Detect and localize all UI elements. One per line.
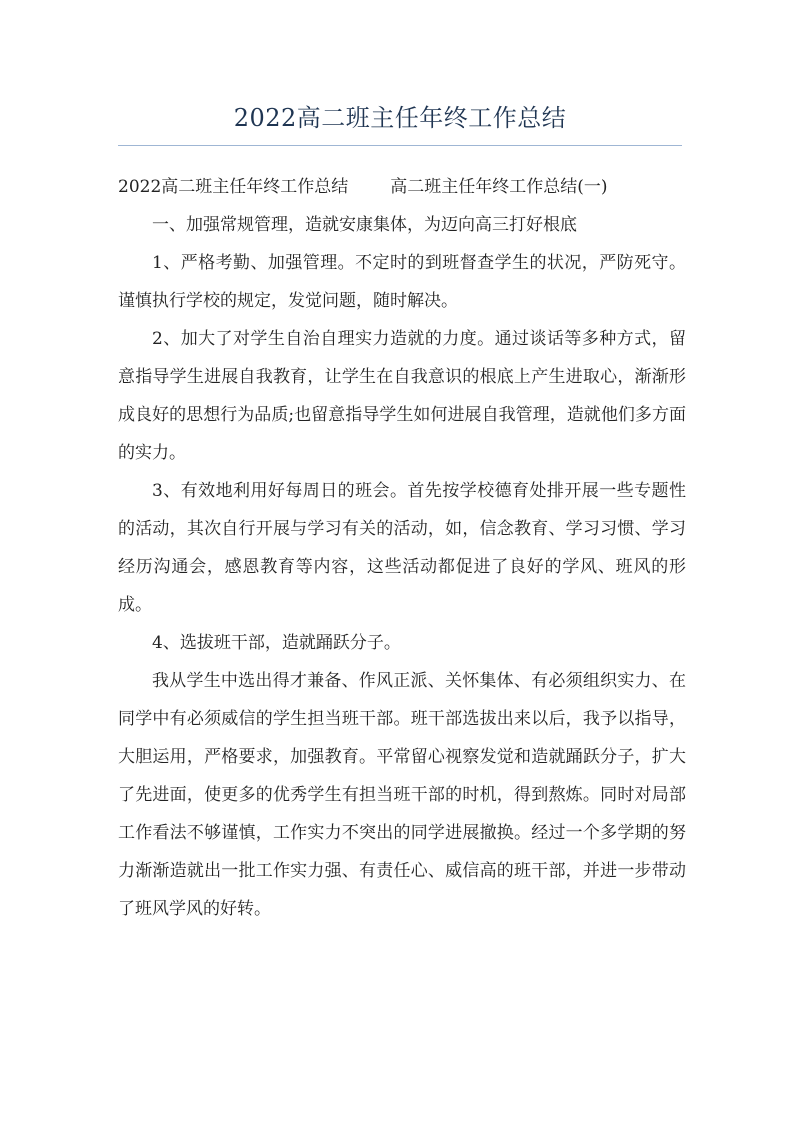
- title-divider: [118, 145, 682, 146]
- intro-line: [118, 168, 686, 206]
- paragraph-item-2: 2、加大了对学生自治自理实力造就的力度。通过谈话等多种方式，留意指导学生进展自我教育，让学生在自我意识的根底上产生进取心，渐渐形成良好的思想行为品质;也留意指导学生如何进展自我管理，造就他们多方面的实力。: [118, 329, 686, 463]
- paragraph-item-3: 3、有效地利用好每周日的班会。首先按学校德育处排开展一些专题性的活动，其次自行开展与学习有关的活动，如，信念教育、学习习惯、学习经历沟通会，感恩教育等内容，这些活动都促进了良好的学风、班风的形成。: [118, 481, 686, 615]
- document-body: [118, 168, 686, 928]
- intro-left-text: 2022高二班主任年终工作总结: [118, 177, 349, 197]
- paragraph-item-4: 4、选拔班干部，造就踊跃分子。: [152, 633, 401, 653]
- intro-right-text: 高二班主任年终工作总结(一): [390, 177, 608, 197]
- paragraph-item-1: 1、严格考勤、加强管理。不定时的到班督查学生的状况，严防死守。谨慎执行学校的规定，发觉问题，随时解决。: [118, 253, 686, 311]
- paragraph-section-heading: 一、加强常规管理，造就安康集体，为迈向高三打好根底: [152, 215, 577, 235]
- document-title: 2022高二班主任年终工作总结: [233, 104, 567, 132]
- paragraph-detail: 我从学生中选出得才兼备、作风正派、关怀集体、有必须组织实力、在同学中有必须威信的学生担当班干部。班干部选拔出来以后，我予以指导，大胆运用，严格要求，加强教育。平常留心视察发觉和造就踊跃分子，扩大了先进面，使更多的优秀学生有担当班干部的时机，得到熬炼。同时对局部工作看法不够谨慎，工作实力不突出的同学进展撤换。经过一个多学期的努力渐渐造就出一批工作实力强、有责任心、威信高的班干部，并进一步带动了班风学风的好转。: [118, 671, 686, 919]
